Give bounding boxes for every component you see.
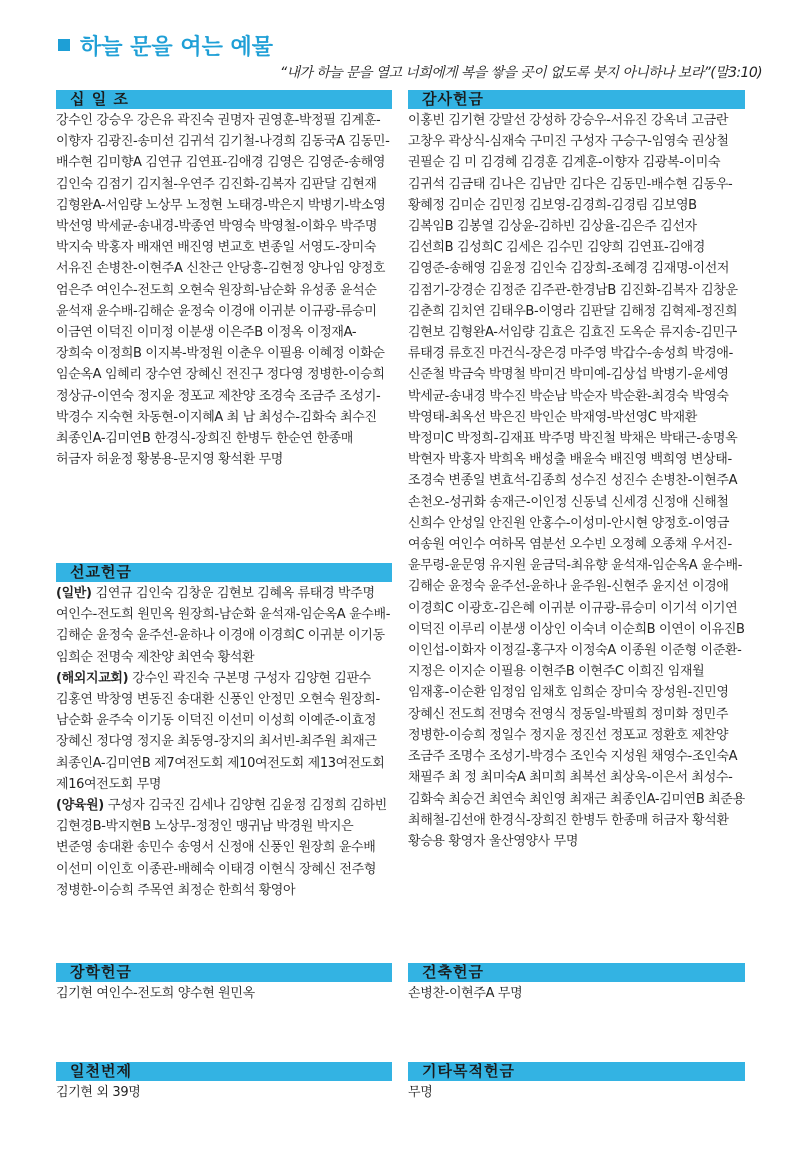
mission-header: 선교헌금: [56, 563, 392, 582]
thanks-donor-list: 이홍빈 김기현 강말선 강성하 강승우-서유진 강옥녀 고금란 고창우 곽상식-심재숙 구미진 구성자 구승구-임영숙 권상철 권필순 김 미 김경혜 김경훈 김계훈-이향자 김광복-이미숙 김귀석 김금태 김나은 김남만 김다은 김동민-배수현 김동우-황혜정 김미순 김민정 김보영-김경희-김경림 김보영B 김복임B 김봉열 김상윤-김하빈 김상율-김은주 김선자 김선희B 김성희C 김세은 김수민 김양희 김연표-김애경 김영준-송해영 김윤정 김인숙 김장희-조혜경 김재명-이선저 김점기-강경순 김정준 김주관-한경남B 김진화-김복자 김창운 김춘희 김치연 김태우B-이영라 김판달 김해정 김혁제-정진희 김현보 김형완A-서임량 김효은 김효진 도옥순 류지송-김민구 류태경 류호진 마건식-장은경 마주영 박갑수-송성희 박경애-신준철 박금숙 박명철 박미건 박미예-김상섭 박병기-윤세영 박세균-송내경 박수진 박순남 박순자 박순환-최경숙 박영숙 박영태-최옥선 박은진 박인순 박재영-박선영C 박재환 박정미C 박정희-김재표 박주명 박진철 박채은 박태근-송명옥 박현자 박홍자 박희옥 배성출 배윤숙 배진영 백희영 변상태-조경숙 변종일 변효석-김종희 성수진 성진수 손병찬-이현주A 손천오-성귀화 송재근-이인정 신동녘 신세경 신정애 신해철 신희수 안성일 안진원 안홍수-이성미-안시현 양정호-이영금 여송원 여인수 여하목 염분선 오수빈 오정혜 오종채 우서진-윤무령-윤문영 유지원 윤금덕-최유향 윤석재-임순옥A 윤수배-김해순 윤정숙 윤주선-윤하나 윤주원-신현주 윤지선 이경애 이경희C 이광호-김은혜 이귀분 이규광-류승미 이기석 이기연 이덕진 이루리 이분생 이상인 이숙녀 이순희B 이연이 이유진B 이인섭-이화자 이정길-홍구자 이정숙A 이종원 이준형 이준환-지정은 이지순 이필용 이현주B 이현주C 이희진 임재월 임재홍-이순환 임정임 임채호 임희순 장미숙 장성원-진민영 장혜신 전도희 전명숙 전영식 정동일-박필희 정미화 정민주 정병한-이승희 정일수 정지윤 정진선 정포교 정환호 제찬양 조금주 조명수 조성기-박경수 조인숙 지성원 채영수-조인숙A 채필주 최 정 최미숙A 최미희 최복선 최상욱-이은서 최성수-김화숙 최승건 최연숙 최인영 최재근 최종인A-김미연B 최준용 최해철-김선애 한경식-장희진 한병두 한종매 허금자 황석환 황승용 황영자 울산영양사 무명: [408, 113, 745, 849]
scholarship-header: 장학헌금: [56, 963, 392, 982]
mission-orphanage-names: 구성자 김국진 김세나 김양현 김윤정 김정희 김하빈 김현경B-박지현B 노상무-정정인 맹귀남 박경원 박지은 변준영 송대환 송민수 송영서 신정애 신풍인 원장희 윤수배 이선미 이인호 이종관-배혜숙 이태경 이현식 장혜신 전주형 정병한-이승희 주목연 최정순 한희석 황영아: [56, 798, 387, 898]
ilcheon-section: [56, 1062, 392, 1103]
tithe-header: 십 일 조: [56, 90, 392, 109]
other-section: [408, 1062, 745, 1103]
other-header: 기타목적헌금: [408, 1062, 745, 1081]
mission-orphanage-label: (양육원): [56, 798, 104, 814]
mission-general-label: (일반): [56, 586, 92, 601]
verse-quote: “내가 하늘 문을 열고 너희에게 복을 쌓을 곳이 없도록 붓지 아니하나 보라”(말3:10): [279, 65, 762, 81]
building-section: [408, 963, 745, 1004]
ilcheon-donor-list: 김기현 외 39명: [56, 1085, 141, 1100]
mission-overseas-group: [56, 668, 392, 795]
other-donor-list: 무명: [408, 1085, 433, 1100]
mission-section: [56, 563, 392, 901]
ilcheon-header: 일천번제: [56, 1062, 392, 1081]
page-title: [58, 30, 273, 61]
tithe-section: [56, 90, 392, 470]
scholarship-donor-list: 김기현 여인수-전도희 양수현 원민옥: [56, 986, 255, 1001]
mission-orphanage-group: [56, 795, 392, 901]
page-title-text: 하늘 문을 여는 예물: [80, 35, 273, 60]
title-square-icon: [58, 39, 70, 51]
thanks-section: [408, 90, 745, 852]
mission-overseas-names: 강수인 곽진숙 구본명 구성자 김양현 김판수 김홍연 박창영 변동진 송대환 신풍인 안정민 오현숙 원장희-남순화 윤주숙 이기동 이덕진 이선미 이성희 이예준-이효정 장혜신 정다영 정지윤 최동영-장지의 최서빈-최주원 최재근 최종인A-김미연B 제7여전도회 제10여전도회 제13여전도회 제16여전도회 무명: [56, 670, 385, 792]
scholarship-section: [56, 963, 392, 1004]
mission-general-group: [56, 583, 392, 668]
building-donor-list: 손병찬-이현주A 무명: [408, 986, 523, 1001]
mission-donor-list: [56, 583, 392, 901]
building-header: 건축헌금: [408, 963, 745, 982]
mission-overseas-label: (해외지교회): [56, 670, 129, 686]
thanks-header: 감사헌금: [408, 90, 745, 109]
tithe-donor-list: 강수인 강승우 강은유 곽진숙 권명자 권영훈-박정필 김계훈-이향자 김광진-송미선 김귀석 김기철-나경희 김동국A 김동민-배수현 김미향A 김연규 김연표-김애경 김영은 김영준-송해영 김인숙 김점기 김지철-우연주 김진화-김복자 김판달 김현재 김형완A-서임량 노상무 노정현 노태경-박은지 박병기-박소영 박선영 박세균-송내경-박종연 박영숙 박영철-이화우 박주명 박지숙 박홍자 배재연 배진영 변교호 변종일 서영도-장미숙 서유진 손병찬-이현주A 신찬근 안당흥-김현정 양나임 양정호 엄은주 여인수-전도희 오현숙 원장희-남순화 유성종 윤석순 윤석재 윤수배-김해순 윤정숙 이경애 이귀분 이규광-류승미 이금연 이덕진 이미정 이분생 이은주B 이정옥 이정재A-장희숙 이정희B 이지복-박정원 이춘우 이필용 이혜정 이화순 임순옥A 임혜리 장수연 장혜신 전진구 정다영 정병한-이승희 정상규-이연숙 정지윤 정포교 제찬양 조경숙 조금주 조성기-박경수 지숙현 차동현-이지혜A 최 남 최성수-김화숙 최수진 최종인A-김미연B 한경식-장희진 한병두 한순연 한종매 허금자 허윤정 황봉용-문지영 황석환 무명: [56, 113, 390, 468]
mission-general-names: 김연규 김인숙 김창운 김현보 김혜옥 류태경 박주명 여인수-전도희 원민옥 원장희-남순화 윤석재-임순옥A 윤수배-김해순 윤정숙 윤주선-윤하나 이경애 이경희C 이귀분 이기동 임희순 전명숙 제찬양 최연숙 황석환: [56, 586, 391, 665]
